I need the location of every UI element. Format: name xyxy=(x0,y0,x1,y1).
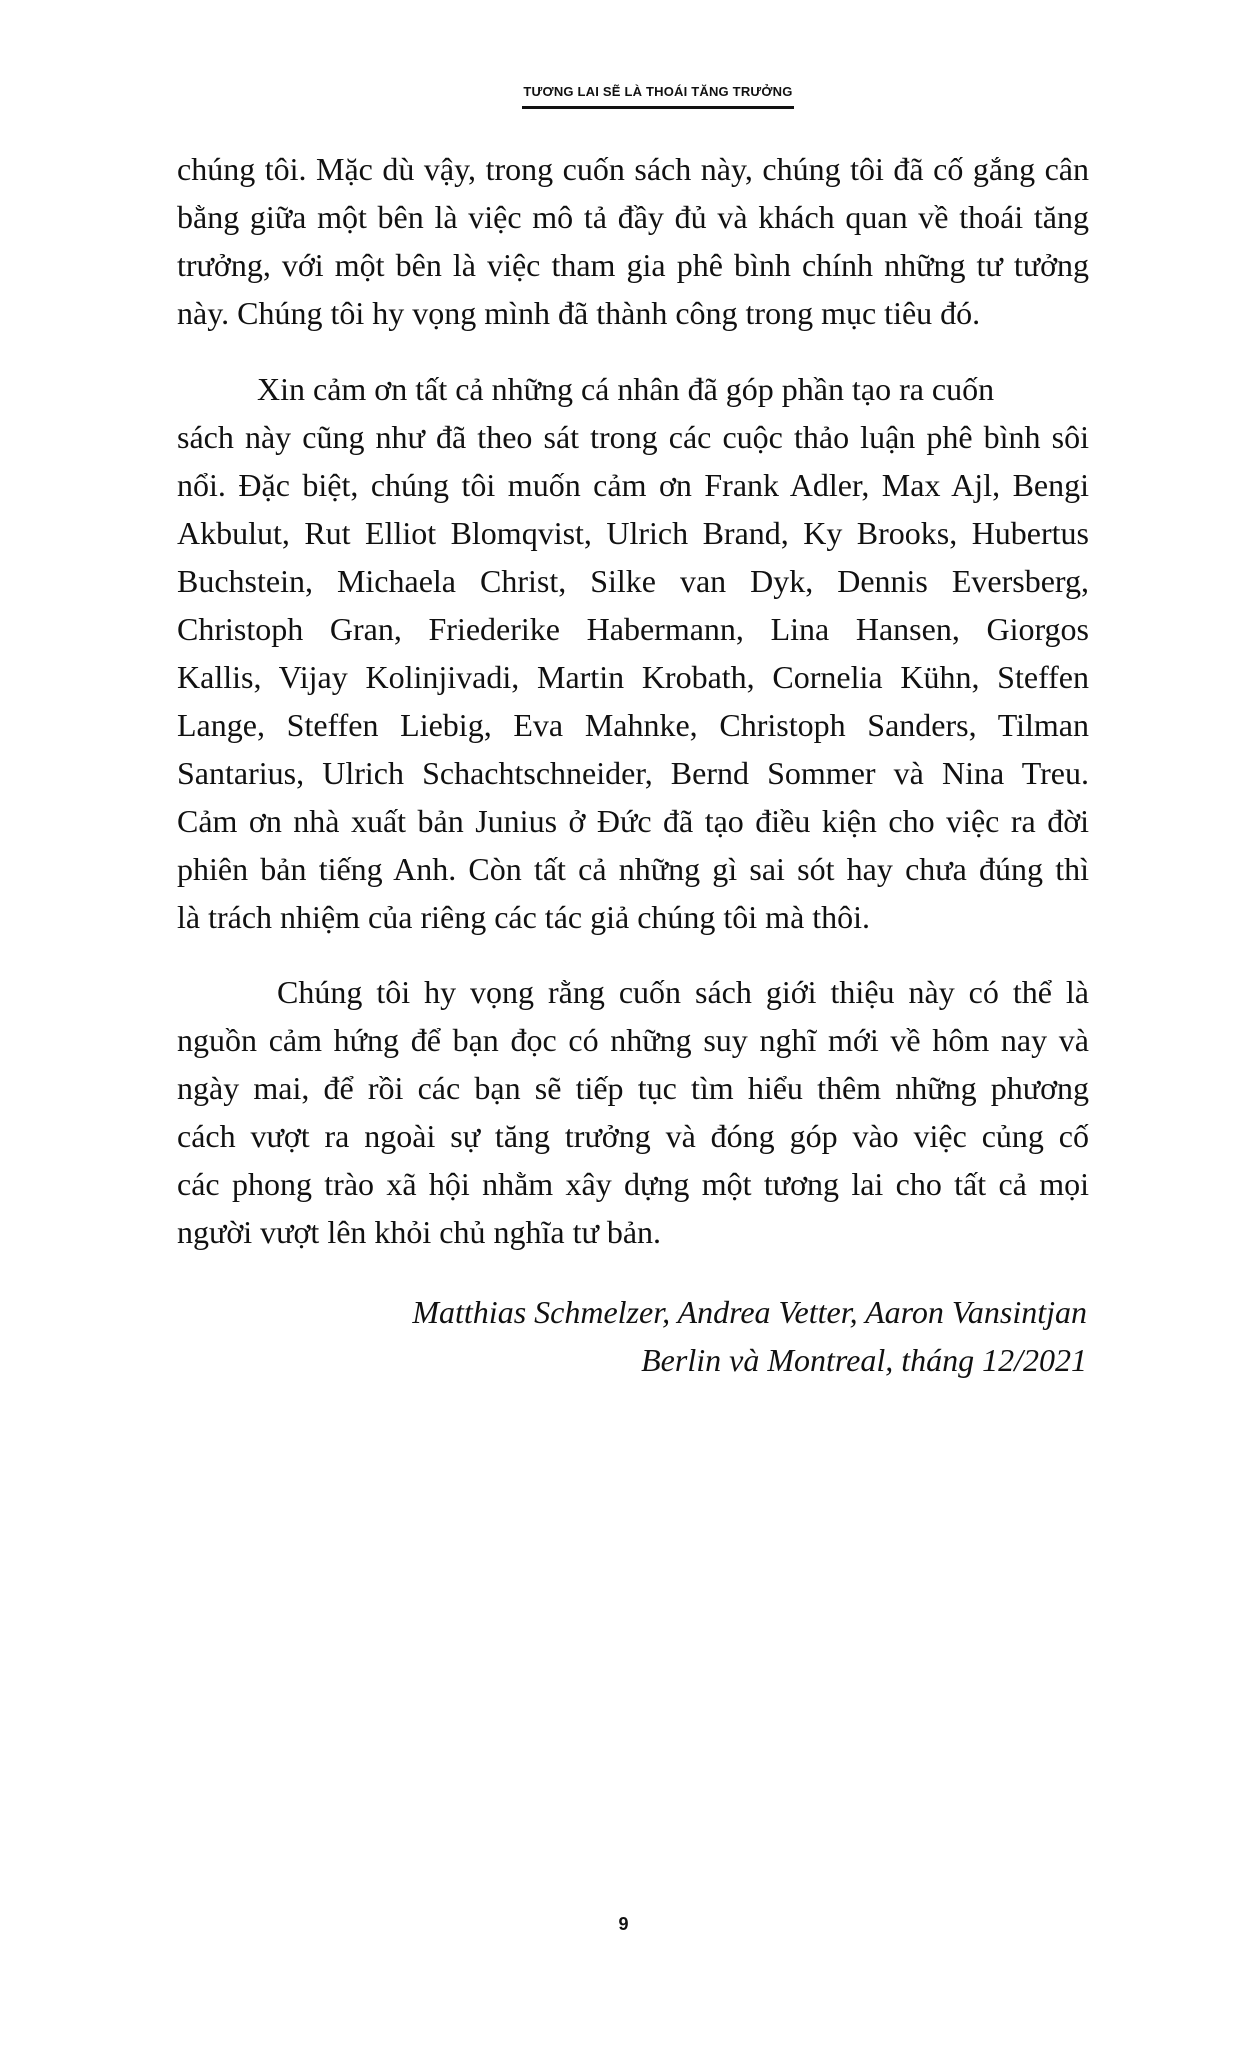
paragraph-line: Santarius, Ulrich Schachtschneider, Bernd Sommer và Nina Treu. xyxy=(177,755,1089,791)
header-rule xyxy=(522,106,794,109)
paragraph-line: Kallis, Vijay Kolinjivadi, Martin Krobath, Cornelia Kühn, Steffen xyxy=(177,659,1089,695)
paragraph-line: là trách nhiệm của riêng các tác giả chúng tôi mà thôi. xyxy=(177,899,871,935)
paragraph-line: các phong trào xã hội nhằm xây dựng một tương lai cho tất cả mọi xyxy=(177,1166,1089,1202)
paragraph-3 xyxy=(177,968,1089,1256)
paragraph-line: phiên bản tiếng Anh. Còn tất cả những gì sai sót hay chưa đúng thì xyxy=(177,851,1089,887)
paragraph-line: người vượt lên khỏi chủ nghĩa tư bản. xyxy=(177,1214,662,1250)
paragraph-line: Buchstein, Michaela Christ, Silke van Dyk, Dennis Eversberg, xyxy=(177,563,1089,599)
paragraph-line: trưởng, với một bên là việc tham gia phê bình chính những tư tưởng xyxy=(177,247,1089,283)
signature-block xyxy=(412,1288,1087,1384)
paragraph-line: Lange, Steffen Liebig, Eva Mahnke, Christoph Sanders, Tilman xyxy=(177,707,1089,743)
paragraph-line: nguồn cảm hứng để bạn đọc có những suy nghĩ mới về hôm nay và xyxy=(177,1022,1089,1058)
paragraph-line: ngày mai, để rồi các bạn sẽ tiếp tục tìm hiểu thêm những phương xyxy=(177,1070,1089,1106)
paragraph-line: Akbulut, Rut Elliot Blomqvist, Ulrich Brand, Ky Brooks, Hubertus xyxy=(177,515,1089,551)
running-header: TƯƠNG LAI SẼ LÀ THOÁI TĂNG TRƯỞNG xyxy=(523,84,793,99)
signature-authors: Matthias Schmelzer, Andrea Vetter, Aaron Vansintjan xyxy=(412,1294,1087,1330)
page-number: 9 xyxy=(618,1914,629,1934)
paragraph-line: này. Chúng tôi hy vọng mình đã thành công trong mục tiêu đó. xyxy=(177,295,981,331)
paragraph-line: Cảm ơn nhà xuất bản Junius ở Đức đã tạo điều kiện cho việc ra đời xyxy=(177,803,1089,839)
signature-place-date: Berlin và Montreal, tháng 12/2021 xyxy=(641,1342,1087,1378)
paragraph-line: Chúng tôi hy vọng rằng cuốn sách giới thiệu này có thể là xyxy=(277,974,1089,1010)
paragraph-line: chúng tôi. Mặc dù vậy, trong cuốn sách này, chúng tôi đã cố gắng cân xyxy=(177,151,1089,187)
paragraph-line: bằng giữa một bên là việc mô tả đầy đủ và khách quan về thoái tăng xyxy=(177,199,1089,235)
paragraph-2 xyxy=(177,365,1089,941)
paragraph-line: nổi. Đặc biệt, chúng tôi muốn cảm ơn Frank Adler, Max Ajl, Bengi xyxy=(177,467,1089,503)
paragraph-1 xyxy=(177,145,1089,337)
paragraph-line: sách này cũng như đã theo sát trong các cuộc thảo luận phê bình sôi xyxy=(177,419,1089,455)
paragraph-line: Christoph Gran, Friederike Habermann, Lina Hansen, Giorgos xyxy=(177,611,1089,647)
paragraph-line: cách vượt ra ngoài sự tăng trưởng và đóng góp vào việc củng cố xyxy=(177,1118,1089,1154)
paragraph-line: Xin cảm ơn tất cả những cá nhân đã góp phần tạo ra cuốn xyxy=(257,371,995,407)
